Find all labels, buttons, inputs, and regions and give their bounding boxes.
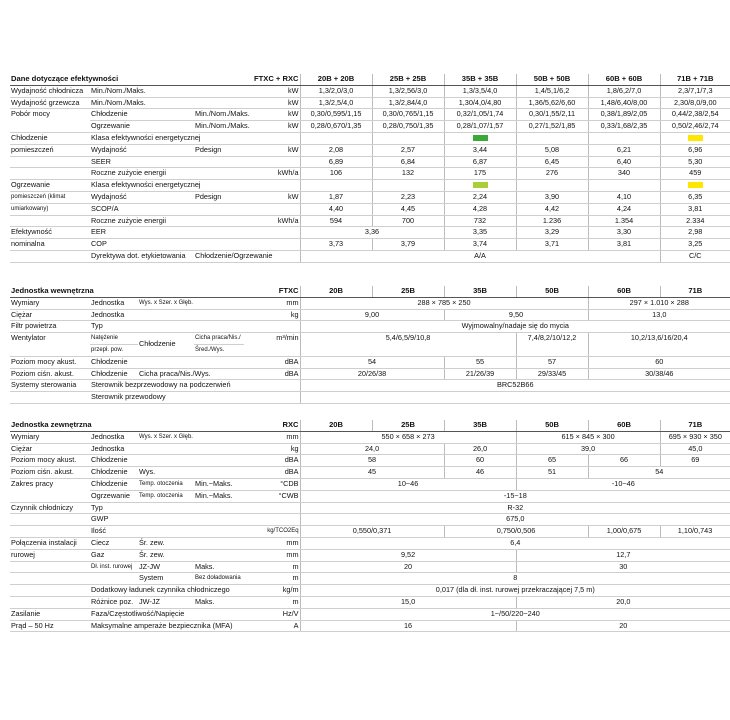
energy-class-aplus-icon <box>473 182 488 188</box>
refrigerant-qty-row: Ilość kg/TCO2Eq 0,550/0,371 0,750/0,506 1,00/0,675 1,10/0,743 <box>10 526 730 538</box>
cop-row: nominalna COP 3,73 3,79 3,74 3,71 3,81 3,25 <box>10 239 730 251</box>
current-row: Prąd – 50 Hz Maksymalne amperaże bezpiecznika (MFA) A 16 20 <box>10 620 730 632</box>
operation-range-cooling-row: Zakres pracy Chłodzenie Temp. otoczenia Min.~Maks. °CDB 10~46 -10~46 <box>10 478 730 490</box>
label-directive-row: Dyrektywa dot. etykietowania Chłodzenie/Ogrzewanie A/A C/C <box>10 250 730 262</box>
seer-row: SEER 6,89 6,84 6,87 6,45 6,40 5,30 <box>10 156 730 168</box>
model-header: 35B <box>444 420 516 431</box>
outdoor-unit-table <box>10 420 730 632</box>
model-header: 60B <box>588 286 660 297</box>
indoor-fan-row-2: przepł. pow. Śred./Wys. <box>10 344 730 356</box>
cooling-class-row: Chłodzenie Klasa efektywności energetycznej <box>10 132 730 144</box>
model-header: 35B <box>444 286 516 297</box>
refrigerant-gwp-row: GWP 675,0 <box>10 514 730 526</box>
outdoor-header-row <box>10 420 730 431</box>
model-header: 20B <box>300 286 372 297</box>
outdoor-sound-power-row: Poziom mocy akust. Chłodzenie dBA 58 60 65 66 69 <box>10 455 730 467</box>
indoor-control-row-1: Systemy sterowania Sterownik bezprzewodowy na podczerwień BRC52B66 <box>10 380 730 392</box>
power-cooling-row: Pobór mocy Chłodzenie Min./Nom./Maks. kW 0,30/0,595/1,15 0,30/0,765/1,15 0,32/1,05/1,74 0,30/1,55/2,11 0,38/1,89/2,05 0,44/2,38/2,54 <box>10 109 730 121</box>
power-supply-row: Zasilanie Faza/Częstotliwość/Napięcie Hz/V 1~/50/220~240 <box>10 608 730 620</box>
cooling-pdesign-row: pomieszczeń Wydajność Pdesign kW 2,08 2,57 3,44 5,08 6,21 6,96 <box>10 144 730 156</box>
model-header: 50B + 50B <box>516 74 588 85</box>
model-header: 35B + 35B <box>444 74 516 85</box>
model-header: 20B <box>300 420 372 431</box>
cooling-annual-row: Roczne zużycie energii kWh/a 106 132 175 276 340 459 <box>10 168 730 180</box>
heating-class-row: Ogrzewanie Klasa efektywności energetycznej <box>10 180 730 192</box>
outdoor-weight-row: Ciężar Jednostka kg 24,0 26,0 39,0 45,0 <box>10 443 730 455</box>
efficiency-title: Dane dotyczące efektywności <box>10 74 244 85</box>
indoor-header-row <box>10 286 730 297</box>
model-header: 60B <box>588 420 660 431</box>
refrigerant-type-row: Czynnik chłodniczy Typ R-32 <box>10 502 730 514</box>
pipe-system-row: System Bez doładowania m 8 <box>10 573 730 585</box>
level-difference-row: Różnice poz. JW-JZ Maks. m 15,0 20,0 <box>10 596 730 608</box>
energy-class-a-icon <box>688 135 703 141</box>
scop-row: umiarkowany) SCOP/A 4,40 4,45 4,28 4,42 4,24 3,81 <box>10 203 730 215</box>
indoor-title: Jednostka wewnętrzna <box>10 286 244 297</box>
indoor-fan-row-1: Wentylator Natężenie Chłodzenie Cicha praca/Nis./ m³/min 5,4/6,5/9/10,8 7,4/8,2/10/12,2 10,2/13,6/16/20,4 <box>10 333 730 345</box>
additional-charge-row: Dodatkowy ładunek czynnika chłodniczego kg/m 0,017 (dla dł. inst. rurowej przekraczającej 7,5 m) <box>10 585 730 597</box>
model-header: 71B + 71B <box>660 74 730 85</box>
pipe-length-row: Dł. inst. rurowej JZ-JW Maks. m 20 30 <box>10 561 730 573</box>
model-header: 25B + 25B <box>372 74 444 85</box>
indoor-control-row-2: Sterownik przewodowy <box>10 392 730 404</box>
operation-range-heating-row: Ogrzewanie Temp. otoczenia Min.~Maks. °CWB -15~18 <box>10 490 730 502</box>
efficiency-header-row <box>10 74 730 85</box>
model-header: 25B <box>372 286 444 297</box>
model-header: 20B + 20B <box>300 74 372 85</box>
efficiency-table <box>10 74 730 263</box>
model-header: 50B <box>516 420 588 431</box>
indoor-code: FTXC <box>244 286 300 297</box>
heating-capacity-row: Wydajność grzewcza Min./Nom./Maks. kW 1,3/2,5/4,0 1,3/2,84/4,0 1,30/4,0/4,80 1,36/5,62/6,60 1,48/6,40/8,00 2,30/8,0/9,00 <box>10 97 730 109</box>
indoor-sound-pressure-row: Poziom ciśn. akust. Chłodzenie Cicha praca/Nis./Wys. dBA 20/26/38 21/26/39 29/33/45 30/38/46 <box>10 368 730 380</box>
model-header: 50B <box>516 286 588 297</box>
indoor-weight-row: Ciężar Jednostka kg 9,00 9,50 13,0 <box>10 309 730 321</box>
heating-pdesign-row: pomieszczeń (klimat Wydajność Pdesign kW 1,87 2,23 2,24 3,90 4,10 6,35 <box>10 191 730 203</box>
model-header: 25B <box>372 420 444 431</box>
cooling-capacity-row: Wydajność chłodnicza Min./Nom./Maks. kW 1,3/2,0/3,0 1,3/2,56/3,0 1,3/3,5/4,0 1,4/5,1/6,2 1,8/6,2/7,0 2,3/7,1/7,3 <box>10 85 730 97</box>
outdoor-dims-row: Wymiary Jednostka Wys. x Szer. x Głęb. mm 550 × 658 × 273 615 × 845 × 300 695 × 930 × 350 <box>10 431 730 443</box>
energy-class-a-icon <box>688 182 703 188</box>
eer-row: Efektywność EER 3,36 3,35 3,29 3,30 2,98 <box>10 227 730 239</box>
indoor-filter-row: Filtr powietrza Typ Wyjmowalny/nadaje się do mycia <box>10 321 730 333</box>
energy-class-a2plus-icon <box>473 135 488 141</box>
power-heating-row: Ogrzewanie Min./Nom./Maks. kW 0,28/0,670/1,35 0,28/0,750/1,35 0,28/1,07/1,57 0,27/1,52/1,85 0,33/1,68/2,35 0,50/2,46/2,74 <box>10 121 730 133</box>
model-header: 71B <box>660 286 730 297</box>
outdoor-code: RXC <box>244 420 300 431</box>
outdoor-title: Jednostka zewnętrzna <box>10 420 244 431</box>
model-header: 71B <box>660 420 730 431</box>
combo-code: FTXC + RXC <box>244 74 300 85</box>
pipe-liquid-row: Połączenia instalacji Ciecz Śr. zew. mm 6,4 <box>10 537 730 549</box>
indoor-sound-power-row: Poziom mocy akust. Chłodzenie dBA 54 55 57 60 <box>10 356 730 368</box>
outdoor-sound-pressure-row: Poziom ciśn. akust. Chłodzenie Wys. dBA 45 46 51 54 <box>10 467 730 479</box>
indoor-dims-row: Wymiary Jednostka Wys. x Szer. x Głęb. mm 288 × 785 × 250 297 × 1.010 × 288 <box>10 297 730 309</box>
model-header: 60B + 60B <box>588 74 660 85</box>
indoor-unit-table <box>10 286 730 404</box>
heating-annual-row: Roczne zużycie energii kWh/a 594 700 732 1.236 1.354 2.334 <box>10 215 730 227</box>
pipe-gas-row: rurowej Gaz Śr. zew. mm 9,52 12,7 <box>10 549 730 561</box>
